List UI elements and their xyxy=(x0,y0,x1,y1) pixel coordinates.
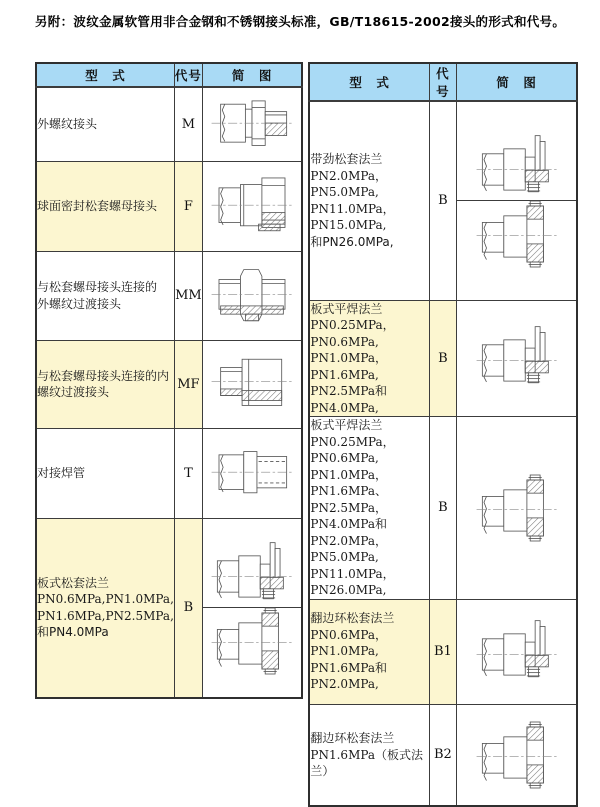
type-text-line: 螺纹过渡接头 xyxy=(37,385,110,399)
col-header-type: 型 式 xyxy=(309,63,429,101)
type-text-line: 外螺纹接头 xyxy=(37,117,98,131)
left-row-2-code-cell: F xyxy=(174,161,202,251)
left-row-5-type-cell xyxy=(36,428,174,518)
left-row-6-code-cell: B xyxy=(174,518,202,698)
joint-table-left xyxy=(35,62,303,699)
right-row-1-code-cell: B xyxy=(429,101,456,300)
sketch-box xyxy=(203,541,302,607)
flange-ring-sketch-icon xyxy=(472,722,562,788)
sketch-box xyxy=(457,722,577,788)
flange-ring-sketch-icon xyxy=(472,201,562,267)
type-text-line: 板式平焊法兰 xyxy=(310,301,383,316)
type-text-line: 翻边环松套法兰 xyxy=(310,611,395,626)
left-row-6-type-cell xyxy=(36,518,174,698)
table-row xyxy=(36,428,302,518)
right-row-4-type-cell xyxy=(309,599,429,704)
left-row-5-sketch-cell xyxy=(202,428,302,518)
col-header-code: 代号 xyxy=(174,63,202,87)
type-text-line: PN11.0MPa，PN26.0MPa, xyxy=(310,566,395,597)
flange-plate-sketch-icon xyxy=(472,134,562,200)
left-row-3-type-cell xyxy=(36,251,174,340)
table-row xyxy=(36,87,302,161)
flange-plate-sketch-icon xyxy=(472,325,562,391)
sketch-box xyxy=(203,91,302,157)
right-row-1-sketch-cell xyxy=(456,101,577,300)
right-row-3-sketch-cell xyxy=(456,417,577,600)
tables-container xyxy=(35,62,578,807)
sketch-box xyxy=(203,607,302,674)
type-text-line: PN2.0MPa，PN5.0MPa, xyxy=(310,533,388,564)
left-row-1-sketch-cell xyxy=(202,87,302,161)
left-row-1-code-cell: M xyxy=(174,87,202,161)
type-text-line: 外螺纹过渡接头 xyxy=(37,296,122,311)
type-text-line: 和PN4.0MPa xyxy=(37,625,109,640)
left-row-3-sketch-cell xyxy=(202,251,302,340)
left-row-2-sketch-cell xyxy=(202,161,302,251)
col-header-sketch: 简 图 xyxy=(456,63,577,101)
right-row-4-sketch-cell xyxy=(456,599,577,704)
type-text-line: PN1.0MPa，PN1.6MPa、 xyxy=(310,467,388,498)
type-text-line: PN2.0MPa，PN5.0MPa, xyxy=(310,168,388,200)
flange-ring-sketch-icon xyxy=(207,608,297,674)
type-text-line: 与松套螺母接头连接的内 xyxy=(37,368,170,383)
type-text-line: 对接焊管 xyxy=(37,465,86,480)
right-row-3-code-cell: B xyxy=(429,417,456,600)
left-row-2-type-cell xyxy=(36,161,174,251)
header-row xyxy=(36,63,302,87)
type-text-line: PN0.6MPa，PN1.0MPa, xyxy=(310,627,388,659)
sketch-box xyxy=(457,200,577,267)
type-text-line: 翻边环松套法兰 xyxy=(310,731,395,745)
type-text-line: PN11.0MPa，PN15.0MPa, xyxy=(310,201,395,233)
right-row-5-type-cell xyxy=(309,704,429,806)
type-text-line: 球面密封松套螺母接头 xyxy=(37,198,158,213)
left-row-1-type-cell xyxy=(36,87,174,161)
type-text-line: 带劲松套法兰 xyxy=(310,152,383,167)
type-text-line: PN2.5MPa，PN4.0MPa和 xyxy=(310,500,388,531)
right-row-3-type-cell xyxy=(309,417,429,600)
table-row xyxy=(36,340,302,428)
left-row-4-sketch-cell xyxy=(202,340,302,428)
sketch-box xyxy=(203,263,302,329)
table-row xyxy=(309,101,577,300)
type-text-line: PN0.25MPa，PN0.6MPa, xyxy=(310,318,395,349)
table-row xyxy=(36,518,302,698)
page-title: 另附：波纹金属软管用非合金钢和不锈钢接头标准，GB/T18615-2002接头的形式和代号。 xyxy=(35,14,566,29)
butt-weld-sketch-icon xyxy=(207,440,297,506)
flange-plate-sketch-icon xyxy=(472,619,562,685)
left-row-5-code-cell: T xyxy=(174,428,202,518)
joint-table-right xyxy=(308,62,578,807)
type-text-line: 板式平焊法兰 xyxy=(310,418,383,432)
right-row-1-type-cell xyxy=(309,101,429,300)
nipple-mm-sketch-icon xyxy=(207,263,297,329)
table-row xyxy=(309,599,577,704)
type-text-line: PN1.6MPa,PN2.5MPa, xyxy=(37,608,174,623)
type-text-line: PN1.6MPa和PN2.0MPa, xyxy=(310,660,388,692)
sketch-box xyxy=(203,440,302,506)
sketch-box xyxy=(203,173,302,239)
right-row-2-type-cell xyxy=(309,300,429,417)
right-row-5-code-cell: B2 xyxy=(429,704,456,806)
left-row-4-type-cell xyxy=(36,340,174,428)
male-thread-sketch-icon xyxy=(207,91,297,157)
table-row xyxy=(36,161,302,251)
left-row-3-code-cell: MM xyxy=(174,251,202,340)
nipple-mf-sketch-icon xyxy=(207,351,297,417)
type-text-line: 与松套螺母接头连接的 xyxy=(37,280,158,294)
swivel-nut-sketch-icon xyxy=(207,173,297,239)
type-text-line: PN0.6MPa,PN1.0MPa, xyxy=(37,592,174,607)
table-row xyxy=(309,704,577,806)
left-row-6-sketch-cell xyxy=(202,518,302,698)
table-row xyxy=(309,417,577,600)
right-row-4-code-cell: B1 xyxy=(429,599,456,704)
sketch-box xyxy=(457,134,577,200)
type-text-line: PN0.25MPa，PN0.6MPa, xyxy=(310,434,395,465)
sketch-box xyxy=(457,619,577,685)
sketch-box xyxy=(203,351,302,417)
type-text-line: PN2.5MPa和PN4.0MPa, xyxy=(310,384,388,415)
left-row-4-code-cell: MF xyxy=(174,340,202,428)
type-text-line: PN1.6MPa（板式法兰） xyxy=(310,747,424,778)
header-row xyxy=(309,63,577,101)
table-row xyxy=(309,300,577,417)
table-row xyxy=(36,251,302,340)
flange-plate-sketch-icon xyxy=(207,541,297,607)
col-header-sketch: 简 图 xyxy=(202,63,302,87)
right-row-5-sketch-cell xyxy=(456,704,577,806)
flange-ring-sketch-icon xyxy=(472,475,562,541)
type-text-line: PN1.0MPa，PN1.6MPa, xyxy=(310,351,388,382)
type-text-line: 和PN26.0MPa, xyxy=(310,234,394,249)
sketch-box xyxy=(457,325,577,391)
right-row-2-sketch-cell xyxy=(456,300,577,417)
right-row-2-code-cell: B xyxy=(429,300,456,417)
sketch-box xyxy=(457,475,577,541)
type-text-line: 板式松套法兰 xyxy=(37,575,110,590)
col-header-code: 代号 xyxy=(429,63,456,101)
col-header-type: 型 式 xyxy=(36,63,174,87)
